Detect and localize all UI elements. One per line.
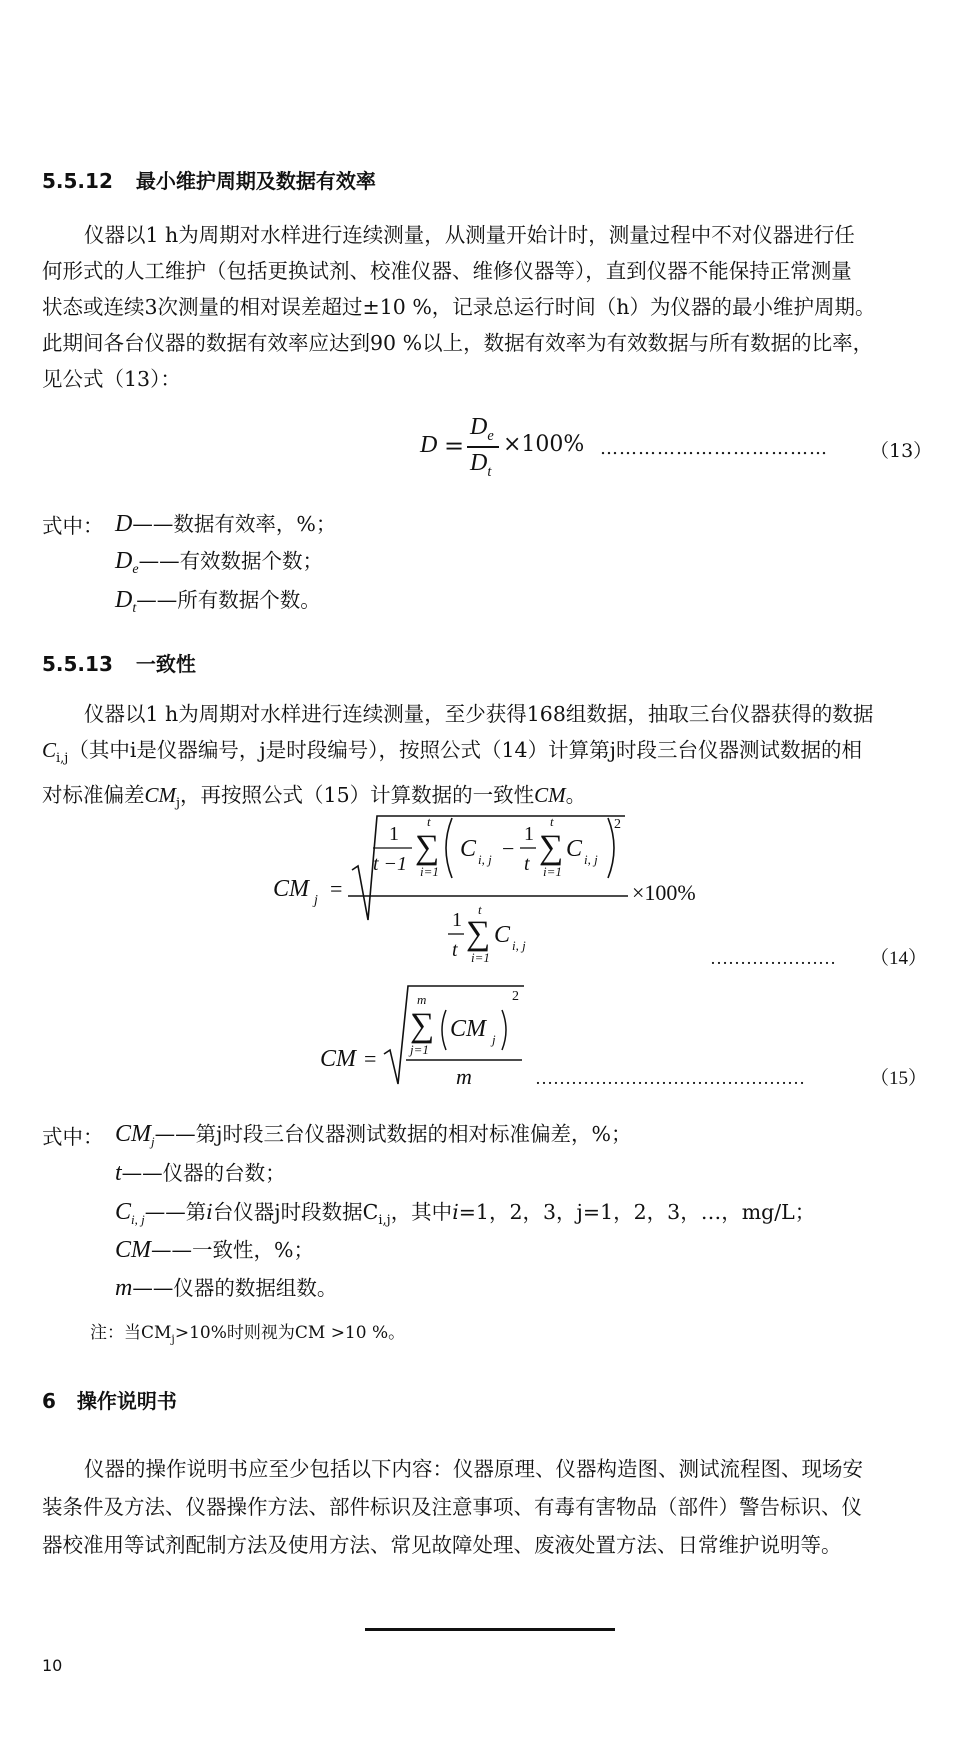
left-paren [442,1010,446,1050]
heading-title: 最小维护周期及数据有效率 [135,169,376,193]
paragraph-line: 仪器以1 h为周期对水样进行连续测量，至少获得168组数据，抽取三台仪器获得的数据 [84,702,874,726]
c-sub: i, j [512,938,526,953]
formula-numerator: $D_e$ [470,414,494,444]
formula-lhs-sub: j [314,893,318,908]
definition-cij: $C_{i, j}——$第i台仪器j时段数据$C_{i,j}$，其中i=1，2，3，j=1，2，3，…，mg/L； [115,1199,816,1229]
formula-15 [0,980,980,1090]
sum-upper: m [417,992,427,1007]
equation-number: （13） [870,440,933,462]
heading-number: 6 [42,1389,56,1413]
formula-lhs: CM [320,1046,356,1072]
leader-dots: ……………………………… [600,438,828,459]
heading-6 [42,1385,177,1414]
fraction-den: t −1 [373,853,408,875]
leader-dots: ……………………………………… [535,1068,805,1088]
cm-sub: j [492,1032,496,1047]
left-paren [446,818,452,878]
sum-upper: t [427,814,431,829]
summation-sign: ∑ [415,829,440,866]
paragraph-line: 仪器以1 h为周期对水样进行连续测量，从测量开始计时，测量过程中不对仪器进行任 [84,223,855,247]
c-sub: i, j [478,852,492,867]
exponent: 2 [512,989,519,1004]
equation-number: （15） [870,1068,928,1089]
c-sub: i, j [584,852,598,867]
paragraph-consistency [42,696,942,822]
heading-title: 操作说明书 [76,1389,177,1413]
formula-14 [0,810,980,975]
formula-symbol: D [420,432,438,458]
sum-upper: t [478,902,482,917]
leader-dots: ………………… [710,948,836,968]
c-term: C [566,836,583,862]
formula-multiplier: ×100% [632,880,696,905]
equation-number: （14） [870,948,928,969]
summation-sign: ∑ [466,915,491,952]
sum-lower: i=1 [420,864,439,879]
paragraph-line: 装条件及方法、仪器操作方法、部件标识及注意事项、有毒有害物品（部件）警告标识、仪 [42,1495,862,1519]
c-term: C [460,836,477,862]
formula-operator: = [444,432,465,460]
summation-sign: ∑ [539,829,564,866]
exponent: 2 [614,817,621,832]
fraction-bar [467,446,499,448]
heading-5-5-12 [42,165,376,194]
paragraph-line: 此期间各台仪器的数据有效率应达到90 %以上，数据有效率为有效数据与所有数据的比率， [42,331,874,355]
where-label: 式中： [42,1125,104,1149]
paragraph-line: 见公式（13）： [42,367,181,391]
fraction-num: 1 [452,909,462,931]
formula-denominator: $D_t$ [470,450,492,480]
where-label: 式中： [42,514,104,538]
page-number: 10 [42,1656,63,1675]
cm-term: CM [450,1016,486,1042]
sum-lower: i=1 [471,950,490,965]
definition-dt: $D_t——$所有数据个数。 [115,587,321,617]
formula-equals: = [364,1046,377,1071]
paragraph-manual [42,1450,942,1564]
formula-multiplier: ×100% [503,432,585,457]
fraction-num: 1 [524,823,534,845]
sum-upper: t [550,814,554,829]
heading-5-5-13 [42,648,196,677]
right-paren [502,1010,506,1050]
formula-lhs: CM [273,876,309,902]
paragraph-line: 状态或连续3次测量的相对误差超过±10 %，记录总运行时间（h）为仪器的最小维护周期。 [42,295,876,319]
note: 注：当$CM_j>10\%$时则视为CM >10 %。 [90,1323,406,1346]
paragraph-maintenance [42,217,942,397]
definition-d: D——数据有效率，%； [115,511,337,537]
definition-t: t——仪器的台数； [115,1160,286,1186]
fraction-num: 1 [389,823,399,845]
fraction-den: t [452,939,458,961]
definition-de: $D_e——$有效数据个数； [115,548,324,578]
end-rule [365,1628,615,1631]
fraction-den: t [524,853,530,875]
sum-lower: i=1 [543,864,562,879]
paragraph-line: 何形式的人工维护（包括更换试剂、校准仪器、维修仪器等），直到仪器不能保持正常测量 [42,259,852,283]
heading-title: 一致性 [135,652,196,676]
paragraph-line: 仪器的操作说明书应至少包括以下内容：仪器原理、仪器构造图、测试流程图、现场安 [84,1457,863,1481]
formula-13 [0,410,980,490]
summation-sign: ∑ [410,1007,435,1044]
c-term: C [494,922,511,948]
sum-lower: j=1 [410,1042,429,1057]
paragraph-line: 对标准偏差$CM_j$，再按照公式（15）计算数据的一致性CM。 [42,783,587,812]
definition-m: m——仪器的数据组数。 [115,1275,338,1301]
heading-number: 5.5.13 [42,652,113,676]
definition-cm: CM——一致性，%； [115,1237,314,1263]
paragraph-line: 器校准用等试剂配制方法及使用方法、常见故障处理、废液处置方法、日常维护说明等。 [42,1533,842,1557]
minus-sign: − [502,836,515,861]
heading-number: 5.5.12 [42,169,113,193]
definition-cmj: $CM_j——$第j时段三台仪器测试数据的相对标准偏差，%； [115,1121,632,1150]
formula-equals: = [330,876,343,901]
denominator-m: m [456,1064,472,1089]
paragraph-line: $C_{i,j}$（其中i是仪器编号，j是时段编号），按照公式（14）计算第j时段三台仪器测试数据的相 [42,738,862,767]
